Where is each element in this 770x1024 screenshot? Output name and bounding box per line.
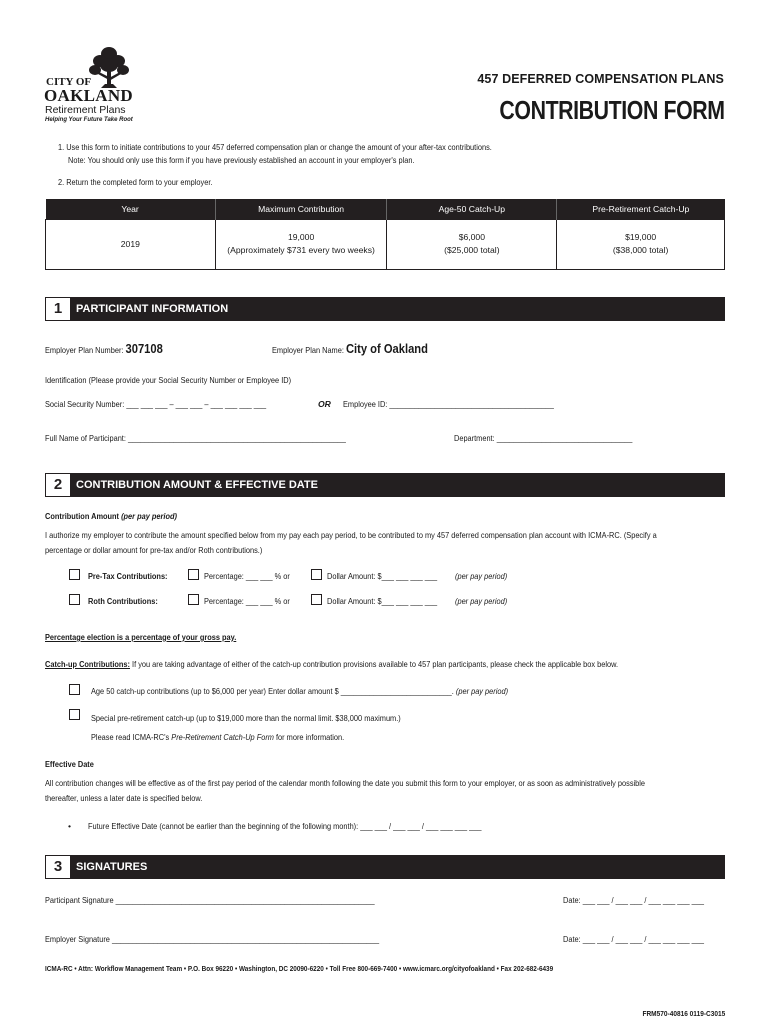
age50-value: $6,000 (458, 232, 485, 242)
participant-signature-field[interactable]: Participant Signature _______________________________________________________________ (45, 895, 375, 905)
table-row (46, 219, 725, 269)
oak-tree-icon (86, 44, 132, 90)
roth-dollar-checkbox[interactable] (311, 594, 322, 605)
max-value: 19,000 (287, 232, 315, 242)
table-cell-max (215, 219, 387, 269)
logo-city-text: CITY OF (46, 76, 92, 88)
contribution-limits-table (45, 199, 725, 270)
section-3-bar (45, 855, 725, 879)
table-cell-age50 (387, 219, 557, 269)
future-effective-date-field[interactable]: Future Effective Date (cannot be earlier than the beginning of the following month): ___ ___ / ___ ___ / ___ ___ ___ ___ (88, 821, 482, 831)
special-catchup-text: Special pre-retirement catch-up (up to $19,000 more than the normal limit. $38,000 maximum.) (91, 713, 401, 723)
pretax-percentage-field[interactable]: Percentage: ___ ___ % or (204, 571, 290, 581)
catchup-intro (45, 659, 618, 669)
logo-oakland-text: OAKLAND (44, 86, 133, 105)
pretax-checkbox[interactable] (69, 569, 80, 580)
section-1-bar (45, 297, 725, 321)
authorize-text-2: percentage or dollar amount for pre-tax and/or Roth contributions.) (45, 545, 263, 555)
form-subtitle: 457 DEFERRED COMPENSATION PLANS (477, 72, 724, 86)
plan-name-label-text: Employer Plan Name: (272, 345, 344, 355)
department-field[interactable]: Department: _________________________________ (454, 433, 633, 443)
catchup-label: Catch-up Contributions: (45, 659, 130, 669)
city-of-oakland-logo (44, 44, 164, 124)
section-title: CONTRIBUTION AMOUNT & EFFECTIVE DATE (76, 479, 318, 491)
identification-note: Identification (Please provide your Social Security Number or Employee ID) (45, 375, 292, 385)
special-catchup-checkbox[interactable] (69, 709, 80, 720)
section-title: PARTICIPANT INFORMATION (76, 303, 229, 315)
info-text-a: Please read ICMA-RC's (91, 732, 170, 742)
instruction-2: 2. Return the completed form to your employer. (58, 177, 213, 187)
roth-dollar-field[interactable]: Dollar Amount: $___ ___ ___ ___ (327, 596, 438, 606)
plan-number-label (45, 341, 163, 356)
section-2-bar (45, 473, 725, 497)
section-number: 3 (46, 856, 70, 878)
section-title: SIGNATURES (76, 861, 148, 873)
pre-value: $19,000 (625, 232, 657, 242)
table-header: Year (46, 199, 216, 219)
year-value: 2019 (120, 238, 140, 249)
employee-id-field[interactable]: Employee ID: ________________________________________ (343, 399, 554, 409)
roth-percentage-checkbox[interactable] (188, 594, 199, 605)
heading-italic: (per pay period) (121, 511, 177, 521)
info-text-c: for more information. (276, 732, 345, 742)
roth-label: Roth Contributions: (88, 596, 158, 606)
roth-checkbox[interactable] (69, 594, 80, 605)
instruction-1: 1. Use this form to initiate contributions to your 457 deferred compensation plan or change the amount of your after-tax contributions. (58, 142, 492, 152)
pretax-dollar-checkbox[interactable] (311, 569, 322, 580)
plan-number-value: 307108 (125, 341, 163, 356)
percentage-note: Percentage election is a percentage of your gross pay. (45, 632, 237, 642)
preretirement-form-link[interactable]: Pre-Retirement Catch-Up Form (171, 732, 274, 742)
logo-tagline: Helping Your Future Take Root (45, 117, 133, 123)
effective-date-text-2: thereafter, unless a later date is specified below. (45, 793, 203, 803)
pretax-percentage-checkbox[interactable] (188, 569, 199, 580)
age50-text: Age 50 catch-up contributions (up to $6,000 per year) Enter dollar amount $ ___________________________. (91, 686, 454, 696)
table-cell-preretirement (557, 219, 725, 269)
table-cell-year (46, 219, 216, 269)
table-header: Maximum Contribution (215, 199, 387, 219)
age50-per-pay: (per pay period) (455, 686, 509, 696)
pre-total: ($38,000 total) (612, 245, 669, 255)
roth-percentage-field[interactable]: Percentage: ___ ___ % or (204, 596, 290, 606)
pretax-label: Pre-Tax Contributions: (88, 571, 168, 581)
pretax-per-pay: (per pay period) (455, 571, 508, 581)
heading-text: Contribution Amount (45, 511, 120, 521)
table-header-row (46, 199, 725, 219)
footer-address: ICMA-RC • Attn: Workflow Management Team • P.O. Box 96220 • Washington, DC 20090-6220 • Toll Free 800-669-7400 • www.icmarc.org/cityofoakland • Fax 202-682-6439 (45, 964, 554, 973)
max-note: (Approximately $731 every two weeks) (227, 245, 375, 255)
contribution-amount-heading (45, 511, 177, 521)
special-catchup-info (91, 732, 344, 742)
pretax-dollar-field[interactable]: Dollar Amount: $___ ___ ___ ___ (327, 571, 438, 581)
plan-number-label-text: Employer Plan Number: (45, 345, 124, 355)
instruction-note: Note: You should only use this form if you have previously established an account in your employer's plan. (68, 155, 415, 165)
form-title: CONTRIBUTION FORM (499, 95, 725, 125)
form-code: FRM570-40816 0119-C3015 (642, 1009, 725, 1018)
catchup-text: If you are taking advantage of either of the catch-up contribution provisions available to 457 plan participants, please check the applicable box below. (132, 659, 619, 669)
effective-date-heading: Effective Date (45, 759, 94, 769)
table-header: Age-50 Catch-Up (387, 199, 557, 219)
effective-date-text-1: All contribution changes will be effective as of the first pay period of the calendar month following the date you submit this form to your employer, or as soon as administratively possible (45, 778, 646, 788)
table-header: Pre-Retirement Catch-Up (557, 199, 725, 219)
section-number: 2 (46, 474, 70, 496)
roth-per-pay: (per pay period) (455, 596, 508, 606)
plan-name-value: City of Oakland (345, 341, 428, 356)
full-name-field[interactable]: Full Name of Participant: _____________________________________________________ (45, 433, 346, 443)
employer-signature-field[interactable]: Employer Signature _________________________________________________________________ (45, 934, 380, 944)
section-number: 1 (46, 298, 70, 320)
logo-retirement-plans: Retirement Plans (45, 104, 126, 116)
plan-name-label (272, 341, 428, 356)
employer-date-field[interactable]: Date: ___ ___ / ___ ___ / ___ ___ ___ ___ (563, 934, 704, 944)
participant-date-field[interactable]: Date: ___ ___ / ___ ___ / ___ ___ ___ ___ (563, 895, 704, 905)
age50-total: ($25,000 total) (444, 245, 500, 255)
age50-catchup-field[interactable] (91, 686, 508, 696)
ssn-field[interactable]: Social Security Number: ___ ___ ___ – ___ ___ – ___ ___ ___ ___ (45, 399, 267, 409)
or-separator: OR (318, 399, 331, 409)
authorize-text-1: I authorize my employer to contribute the amount specified below from my pay each pay period, to be contributed to my 457 deferred compensation plan account with ICMA-RC. (Specify a (45, 530, 657, 540)
age50-catchup-checkbox[interactable] (69, 684, 80, 695)
bullet: • (68, 821, 72, 831)
